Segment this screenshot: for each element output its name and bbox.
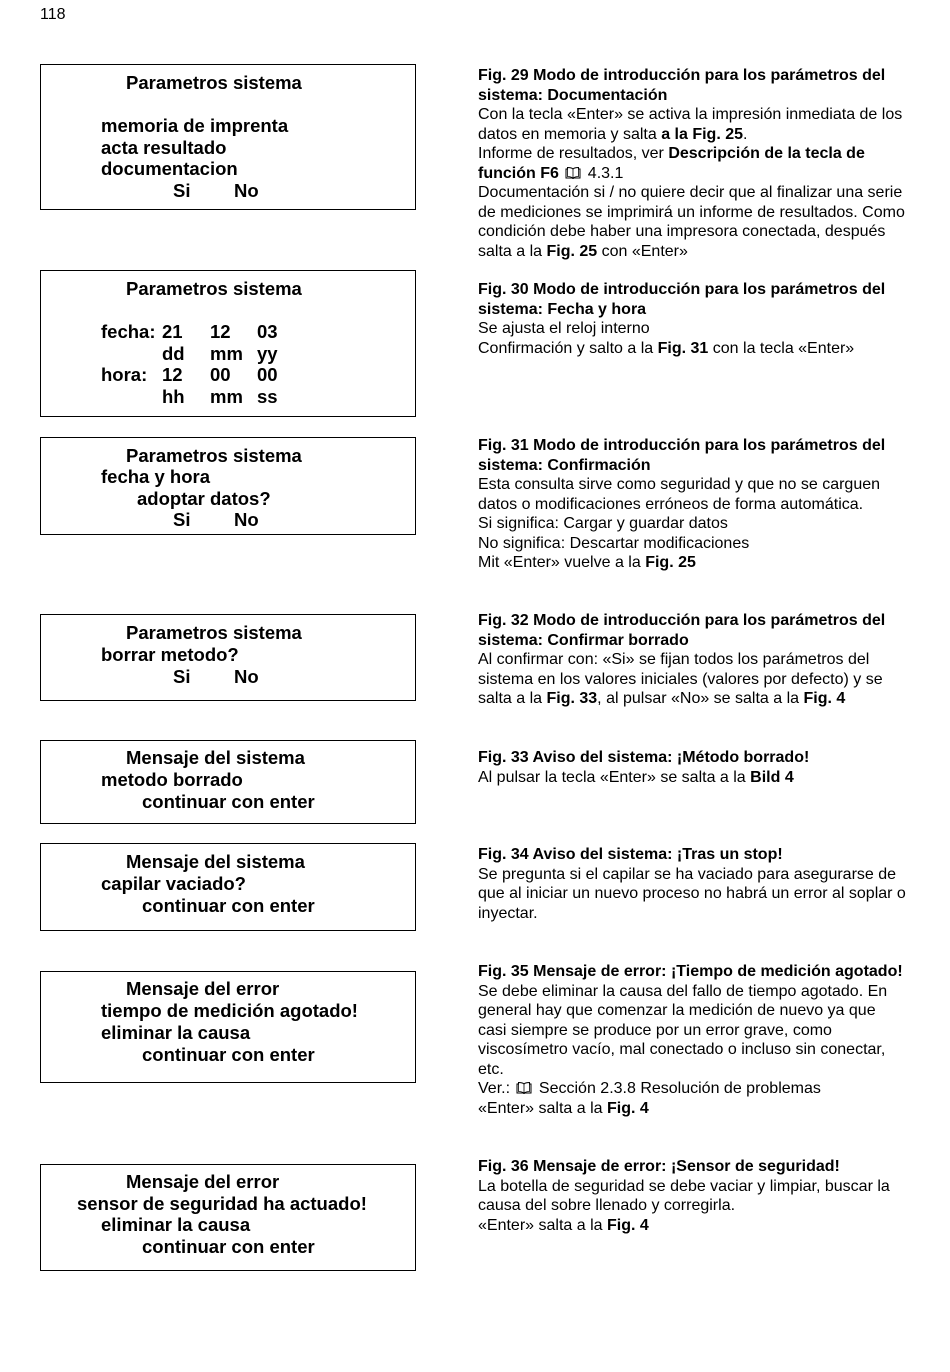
fig36-description bbox=[478, 1157, 908, 1235]
book-icon bbox=[565, 167, 581, 179]
fig35-description bbox=[478, 962, 908, 1118]
display-screen-capillary-emptied bbox=[40, 843, 416, 931]
figure-caption: Fig. 32 Modo de introducción para los parámetros del sistema: Confirmar borrado bbox=[478, 612, 886, 649]
figure-reference: Fig. 4 bbox=[606, 1216, 649, 1234]
body-text: Documentación si / no quiere decir que al finalizar una serie de mediciones se imprimirá un informe de resultados. Como condición debe haber una impresora conectada, después salta a la bbox=[478, 184, 905, 260]
fig29-description bbox=[478, 66, 908, 261]
book-icon bbox=[516, 1082, 532, 1094]
screen-title: Parametros sistema bbox=[126, 622, 302, 643]
body-text: con «Enter» bbox=[597, 242, 688, 260]
display-screen-date-time bbox=[40, 270, 416, 417]
body-text: Esta consulta sirve como seguridad y que no se carguen datos o modificaciones erróneos de forma automática. bbox=[478, 476, 881, 513]
body-text: Al confirmar con: «Si» se fijan todos los parámetros del sistema en los valores iniciales (valores por defecto) y se salta a la bbox=[478, 651, 883, 707]
date-label: fecha: bbox=[101, 321, 156, 342]
screen-title: Parametros sistema bbox=[126, 278, 302, 299]
time-unit: hh bbox=[162, 386, 185, 407]
section-reference: Descripción de la tecla de función F6 bbox=[478, 145, 865, 182]
option-si: Si bbox=[173, 509, 191, 530]
screen-line: eliminar la causa bbox=[101, 1022, 251, 1043]
screen-line: continuar con enter bbox=[142, 895, 315, 916]
fig32-description bbox=[478, 611, 908, 709]
screen-line: sensor de seguridad ha actuado! bbox=[77, 1193, 367, 1214]
body-text: Si significa: Cargar y guardar datos bbox=[478, 515, 728, 532]
figure-reference: Bild 4 bbox=[750, 768, 794, 786]
time-second: 00 bbox=[257, 364, 278, 385]
body-text: Informe de resultados, ver bbox=[478, 145, 669, 162]
time-label: hora: bbox=[101, 364, 148, 385]
screen-line: memoria de imprenta bbox=[101, 115, 289, 136]
date-day: 21 bbox=[162, 321, 183, 342]
page-number: 118 bbox=[40, 6, 66, 23]
screen-line: capilar vaciado? bbox=[101, 873, 246, 894]
fig33-description bbox=[478, 748, 908, 787]
body-text: No significa: Descartar modificaciones bbox=[478, 534, 750, 552]
screen-title: Mensaje del error bbox=[126, 1171, 280, 1192]
screen-line: documentacion bbox=[101, 158, 238, 179]
body-text: Con la tecla «Enter» se activa la impresión inmediata de los datos en memoria y salta bbox=[478, 106, 903, 143]
time-unit: ss bbox=[257, 386, 278, 407]
body-text: con la tecla «Enter» bbox=[708, 339, 855, 357]
screen-title: Mensaje del sistema bbox=[126, 747, 305, 768]
option-si: Si bbox=[173, 180, 191, 201]
time-hour: 12 bbox=[162, 364, 183, 385]
body-text: Se debe eliminar la causa del fallo de tiempo agotado. En general hay que comenzar la medición de nuevo ya que casi siempre se produce por un error grave, como viscosímetro vacío, mal conectado o incluso sin conectar, etc. bbox=[478, 982, 888, 1078]
body-text: La botella de seguridad se debe vaciar y limpiar, buscar la causa del sobre llenado y corregirla. bbox=[478, 1177, 890, 1214]
option-si: Si bbox=[173, 666, 191, 687]
section-number: 4.3.1 bbox=[587, 164, 624, 182]
display-screen-confirm-data bbox=[40, 437, 416, 535]
figure-caption: Fig. 29 Modo de introducción para los parámetros del sistema: Documentación bbox=[478, 67, 886, 104]
option-no: No bbox=[234, 509, 259, 530]
body-text: Ver.: bbox=[478, 1080, 515, 1097]
figure-caption: Fig. 31 Modo de introducción para los parámetros del sistema: Confirmación bbox=[478, 437, 886, 474]
screen-line: eliminar la causa bbox=[101, 1214, 251, 1235]
screen-line: metodo borrado bbox=[101, 769, 243, 790]
screen-line: borrar metodo? bbox=[101, 644, 239, 665]
section-reference: Sección 2.3.8 Resolución de problemas bbox=[538, 1080, 821, 1097]
date-year: 03 bbox=[257, 321, 278, 342]
figure-caption: Fig. 34 Aviso del sistema: ¡Tras un stop! bbox=[478, 846, 783, 863]
body-text: Confirmación y salto a la bbox=[478, 339, 658, 357]
time-minute: 00 bbox=[210, 364, 231, 385]
screen-title: Parametros sistema bbox=[126, 445, 302, 466]
screen-title: Mensaje del sistema bbox=[126, 851, 305, 872]
time-unit: mm bbox=[210, 386, 243, 407]
display-screen-sensor-error bbox=[40, 1164, 416, 1271]
figure-reference: Fig. 33 bbox=[546, 690, 598, 707]
figure-reference: Fig. 31 bbox=[657, 339, 709, 357]
screen-line: acta resultado bbox=[101, 137, 227, 158]
figure-caption: Fig. 35 Mensaje de error: ¡Tiempo de medición agotado! bbox=[478, 963, 903, 980]
body-text: «Enter» salta a la bbox=[478, 1099, 607, 1117]
body-text: Mit «Enter» vuelve a la bbox=[478, 554, 646, 571]
fig31-description bbox=[478, 436, 908, 573]
figure-reference: Fig. 25 bbox=[645, 554, 696, 571]
figure-caption: Fig. 33 Aviso del sistema: ¡Método borrado! bbox=[478, 749, 810, 766]
figure-reference: Fig. 4 bbox=[606, 1099, 649, 1117]
date-month: 12 bbox=[210, 321, 231, 342]
figure-caption: Fig. 36 Mensaje de error: ¡Sensor de seguridad! bbox=[478, 1158, 840, 1175]
screen-title: Mensaje del error bbox=[126, 978, 280, 999]
body-text: «Enter» salta a la bbox=[478, 1216, 607, 1234]
screen-title: Parametros sistema bbox=[126, 72, 302, 93]
body-text: , al pulsar «No» se salta a la bbox=[597, 690, 804, 707]
figure-reference: Fig. 4 bbox=[803, 690, 846, 707]
body-text: Se pregunta si el capilar se ha vaciado para asegurarse de que al iniciar un nuevo proceso no habrá un error al soplar o inyectar. bbox=[478, 865, 906, 922]
screen-line: continuar con enter bbox=[142, 1044, 315, 1065]
option-no: No bbox=[234, 666, 259, 687]
date-unit: dd bbox=[162, 343, 185, 364]
option-no: No bbox=[234, 180, 259, 201]
figure-reference: Fig. 25 bbox=[546, 242, 598, 260]
figure-caption: Fig. 30 Modo de introducción para los parámetros del sistema: Fecha y hora bbox=[478, 281, 886, 318]
date-unit: yy bbox=[257, 343, 278, 364]
date-unit: mm bbox=[210, 343, 243, 364]
figure-reference: a la Fig. 25 bbox=[661, 125, 744, 143]
display-screen-timeout-error bbox=[40, 971, 416, 1083]
body-text: Al pulsar la tecla «Enter» se salta a la bbox=[478, 768, 751, 786]
body-text: . bbox=[743, 125, 748, 143]
display-screen-method-deleted bbox=[40, 740, 416, 824]
display-screen-delete-method bbox=[40, 614, 416, 701]
display-screen-documentation bbox=[40, 64, 416, 210]
screen-line: adoptar datos? bbox=[137, 488, 271, 509]
body-text: Se ajusta el reloj interno bbox=[478, 320, 650, 337]
screen-line: fecha y hora bbox=[101, 466, 210, 487]
screen-line: continuar con enter bbox=[142, 1236, 315, 1257]
screen-line: tiempo de medición agotado! bbox=[101, 1000, 358, 1021]
screen-line: continuar con enter bbox=[142, 791, 315, 812]
fig30-description bbox=[478, 280, 908, 358]
fig34-description bbox=[478, 845, 908, 923]
